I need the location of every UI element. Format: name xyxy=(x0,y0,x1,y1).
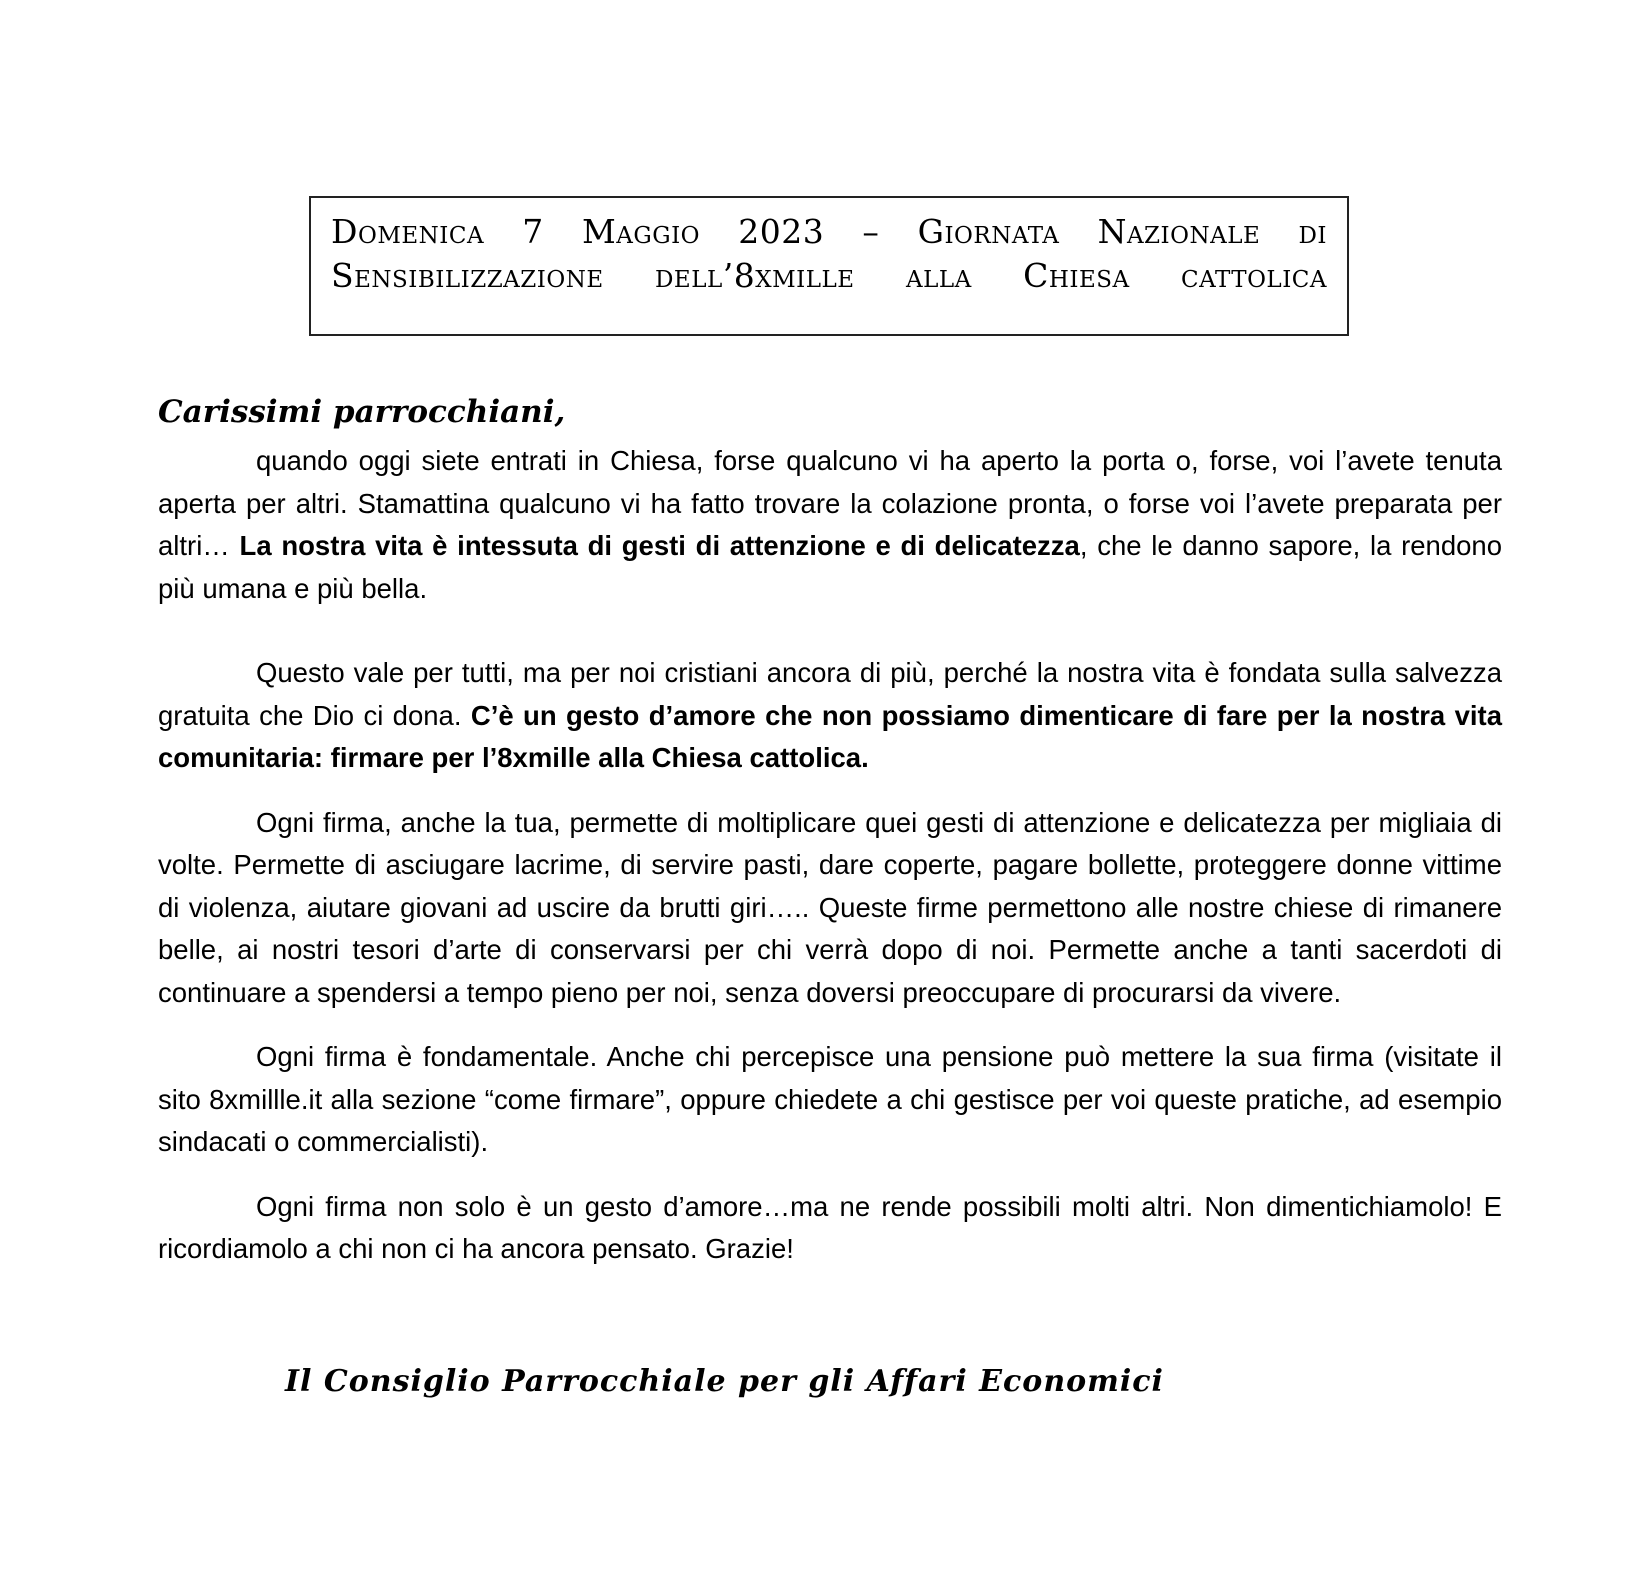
paragraph-2 xyxy=(158,652,1502,780)
title-line-2: Sensibilizzazione dell’8xmille alla Chiesa cattolica xyxy=(331,256,1327,295)
paragraph-2-bold: C’è un gesto d’amore che non possiamo dimenticare di fare per la nostra vita comunitaria: firmare per l’8xmille alla Chiesa cattolica. xyxy=(158,699,1502,773)
paragraph-1-text-a: quando oggi siete entrati in Chiesa, forse qualcuno vi ha aperto la porta o, forse, voi l’avete tenuta aperta per altri. Stamattina qualcuno vi ha fatto trovare la colazione pronta, o forse voi l’avete preparata per altri… xyxy=(158,445,1502,561)
title-box xyxy=(309,196,1349,336)
paragraph-1 xyxy=(158,440,1502,610)
paragraph-3: Ogni firma, anche la tua, permette di moltiplicare quei gesti di attenzione e delicatezza per migliaia di volte. Permette di asciugare lacrime, di servire pasti, dare coperte, pagare bollette, proteggere donne vittime di violenza, aiutare giovani ad uscire da brutti giri….. Queste firme permettono alle nostre chiese di rimanere belle, ai nostri tesori d’arte di conservarsi per chi verrà dopo di noi. Permette anche a tanti sacerdoti di continuare a spendersi a tempo pieno per noi, senza doversi preoccupare di procurarsi da vivere. xyxy=(158,806,1502,1008)
paragraph-1-text-c: , che le danno sapore, la rendono più umana e più bella. xyxy=(158,530,1503,604)
paragraph-5: Ogni firma non solo è un gesto d’amore…ma ne rende possibili molti altri. Non dimentichiamolo! E ricordiamolo a chi non ci ha ancora pensato. Grazie! xyxy=(158,1190,1502,1264)
paragraph-1-bold: La nostra vita è intessuta di gesti di attenzione e di delicatezza xyxy=(239,530,1080,561)
signature: Il Consiglio Parrocchiale per gli Affari Economici xyxy=(285,1364,1164,1399)
salutation: Carissimi parrocchiani, xyxy=(158,394,566,430)
paragraph-2-text-a: Questo vale per tutti, ma per noi cristiani ancora di più, perché la nostra vita è fondata sulla salvezza gratuita che Dio ci dona. xyxy=(158,657,1502,731)
title-line-1: Domenica 7 Maggio 2023 – Giornata Nazionale di xyxy=(331,212,1327,251)
letter-body xyxy=(158,440,1502,1271)
paragraph-4: Ogni firma è fondamentale. Anche chi percepisce una pensione può mettere la sua firma (visitate il sito 8xmillle.it alla sezione “come firmare”, oppure chiedete a chi gestisce per voi queste pratiche, ad esempio sindacati o commercialisti). xyxy=(158,1041,1502,1157)
